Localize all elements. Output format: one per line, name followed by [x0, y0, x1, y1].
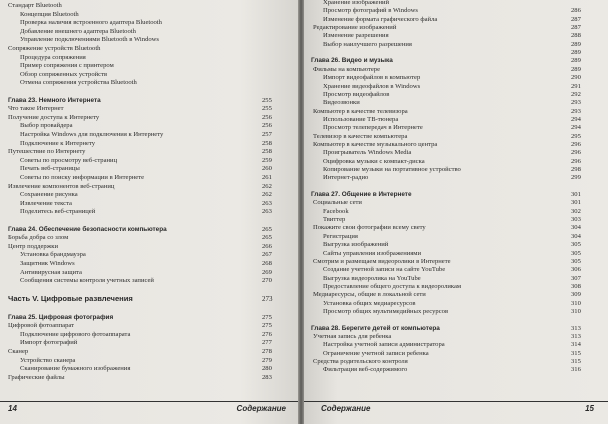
- book-gutter: [298, 0, 304, 424]
- toc-entry-title: Фильтрация веб-содержимого: [323, 366, 408, 374]
- toc-entry-page: 279: [262, 356, 272, 364]
- toc-entry-title: Пример сопряжения с принтером: [20, 62, 114, 70]
- toc-entry-page: 288: [571, 32, 581, 40]
- toc-entry: [8, 234, 274, 242]
- toc-entry-title: Средства родительского контроля: [313, 358, 408, 366]
- toc-entry-page: 306: [571, 266, 581, 274]
- toc-entry: [8, 148, 274, 156]
- toc-entry-page: 296: [571, 140, 581, 148]
- toc-entry-title: Печать веб-страницы: [20, 165, 80, 173]
- toc-entry-page: 289: [571, 57, 581, 65]
- toc-entry-page: 292: [571, 90, 581, 98]
- toc-entry: [323, 341, 583, 349]
- chapter-heading: [8, 314, 274, 322]
- toc-entry-title: Сообщения системы контроля учетных записей: [20, 277, 154, 285]
- toc-entry: [313, 24, 583, 32]
- toc-entry-page: 261: [262, 174, 272, 181]
- toc-entry: [20, 54, 274, 62]
- toc-entry-title: Хранение видеофайлов в Windows: [323, 82, 421, 90]
- toc-entry-title: Проверка наличия встроенного адаптера Bluetooth: [20, 19, 162, 27]
- toc-entry-title: Изменение разрешения: [323, 32, 389, 40]
- toc-entry-title: Извлечение текста: [20, 199, 72, 207]
- toc-entry: [313, 66, 583, 74]
- toc-entry-page: 294: [571, 115, 581, 123]
- toc-entry-page: 310: [571, 307, 581, 315]
- right-running-head: Содержание: [321, 404, 371, 413]
- toc-entry-title: Управление подключениями Bluetooth в Windows: [20, 36, 159, 44]
- toc-entry: [20, 365, 274, 373]
- toc-entry-title: Устройство сканера: [20, 356, 76, 364]
- toc-entry: [311, 316, 583, 324]
- toc-entry-page: 301: [571, 191, 581, 199]
- toc-entry: [20, 131, 274, 139]
- toc-entry: [311, 49, 583, 57]
- toc-entry-page: 255: [262, 96, 272, 104]
- toc-entry: [323, 241, 583, 249]
- toc-entry: [20, 357, 274, 365]
- toc-entry-page: 259: [262, 156, 272, 164]
- chapter-heading: [311, 325, 583, 333]
- toc-entry: [8, 114, 274, 122]
- toc-entry: [20, 19, 274, 27]
- toc-entry: [8, 374, 274, 382]
- toc-entry-page: 304: [571, 232, 581, 240]
- toc-entry-page: 309: [571, 291, 581, 299]
- toc-entry: [323, 16, 583, 24]
- toc-entry-page: 275: [262, 322, 272, 330]
- toc-entry: [323, 366, 583, 374]
- toc-entry: [8, 183, 274, 191]
- toc-entry-title: Сканирование бумажного изображения: [20, 365, 131, 373]
- toc-entry-title: Социальные сети: [313, 199, 362, 207]
- toc-entry-title: Хранение изображений: [323, 0, 390, 6]
- toc-entry-title: Концепция Bluetooth: [20, 10, 79, 18]
- toc-entry: [323, 99, 583, 107]
- toc-entry-title: Выбор наилучшего разрешения: [323, 40, 412, 48]
- toc-entry-page: 258: [262, 139, 272, 147]
- toc-entry-page: 273: [262, 295, 273, 304]
- toc-entry-title: Добавление внешнего адаптера Bluetooth: [20, 27, 136, 35]
- toc-entry-title: Защитник Windows: [20, 260, 75, 267]
- toc-entry-page: 260: [262, 165, 272, 173]
- toc-entry-title: Оцифровка музыки с компакт-диска: [323, 157, 425, 165]
- toc-entry: [323, 7, 583, 15]
- left-footer: [0, 401, 300, 414]
- toc-entry-page: 296: [571, 149, 581, 157]
- toc-entry: [323, 116, 583, 124]
- toc-entry-title: Процедура сопряжения: [20, 53, 86, 61]
- toc-entry-title: Поделитесь веб-страницей: [20, 208, 96, 216]
- chapter-heading: [8, 294, 274, 304]
- toc-entry-title: Сохранение рисунка: [20, 191, 78, 199]
- toc-entry-title: Выбор провайдера: [20, 122, 73, 130]
- toc-entry: [20, 140, 274, 148]
- toc-entry-title: Глава 26. Видео и музыка: [311, 57, 393, 65]
- toc-entry-page: 313: [571, 333, 581, 340]
- toc-entry-page: 313: [571, 324, 581, 332]
- toc-entry-title: Покажите свои фотографии всему свету: [313, 224, 426, 232]
- toc-entry-page: 283: [262, 373, 272, 381]
- toc-entry: [323, 216, 583, 224]
- toc-entry-title: Сканер: [8, 348, 29, 355]
- toc-entry-page: 315: [571, 358, 581, 366]
- toc-entry: [8, 217, 274, 225]
- toc-entry-page: 263: [262, 199, 272, 207]
- toc-entry: [323, 283, 583, 291]
- toc-entry: [20, 200, 274, 208]
- toc-entry-title: Настройка Windows для подключения к Интернету: [20, 131, 164, 138]
- toc-entry: [20, 71, 274, 79]
- left-page: [0, 0, 300, 424]
- right-footer: [301, 401, 608, 414]
- toc-entry-title: Facebook: [323, 207, 349, 215]
- toc-entry: [20, 331, 274, 339]
- toc-entry: [313, 333, 583, 341]
- toc-entry-title: Глава 25. Цифровая фотография: [8, 313, 114, 321]
- toc-entry: [323, 266, 583, 274]
- toc-entry: [323, 350, 583, 358]
- toc-entry-title: Компьютер в качестве музыкального центра: [313, 140, 438, 148]
- left-running-head: Содержание: [236, 404, 286, 413]
- toc-entry-page: 266: [262, 242, 272, 250]
- toc-entry-title: Советы по поиску информации в Интернете: [20, 174, 144, 181]
- toc-entry-title: Подключение к Интернету: [20, 139, 96, 147]
- toc-entry: [20, 251, 274, 259]
- toc-entry-page: 262: [262, 182, 272, 190]
- toc-entry-title: Фильмы на компьютере: [313, 65, 381, 73]
- toc-entry-title: Глава 27. Общение в Интернете: [311, 191, 412, 199]
- toc-entry: [323, 74, 583, 82]
- toc-entry-title: Импорт видеофайлов в компьютер: [323, 74, 421, 82]
- toc-entry-page: 316: [571, 366, 581, 374]
- toc-entry-title: Просмотр телепередач в Интернете: [323, 124, 423, 132]
- toc-entry: [313, 199, 583, 207]
- toc-entry-page: 286: [571, 7, 581, 15]
- toc-entry-title: Получение доступа к Интернету: [8, 113, 100, 121]
- toc-entry-title: Цифровой фотоаппарат: [8, 322, 75, 330]
- toc-entry-page: 265: [262, 225, 272, 233]
- toc-entry-page: 269: [262, 268, 272, 276]
- toc-entry-title: Просмотр видеофайлов: [323, 90, 390, 98]
- toc-entry-page: 257: [262, 131, 272, 138]
- toc-entry-page: 314: [571, 341, 581, 349]
- toc-entry-page: 301: [571, 199, 581, 207]
- toc-entry-page: 307: [571, 274, 581, 282]
- toc-entry-title: Копирование музыки на портативное устройство: [323, 166, 461, 173]
- toc-entry: [20, 174, 274, 182]
- toc-entry-page: 263: [262, 208, 272, 216]
- toc-entry-page: 258: [262, 148, 272, 156]
- toc-entry: [323, 41, 583, 49]
- toc-entry-page: 293: [571, 107, 581, 115]
- toc-entry-page: 303: [571, 216, 581, 224]
- toc-entry-title: Интернет-радио: [323, 174, 369, 182]
- toc-entry-title: Использование ТВ-тюнера: [323, 115, 399, 123]
- toc-entry-page: 290: [571, 74, 581, 82]
- toc-entry: [313, 133, 583, 141]
- chapter-heading: [311, 57, 583, 65]
- toc-entry: [323, 0, 583, 7]
- toc-entry: [8, 2, 274, 10]
- toc-entry-title: Подключение цифрового фотоаппарата: [20, 330, 131, 338]
- toc-entry-title: Сайты управления изображениями: [323, 249, 422, 257]
- toc-entry: [20, 157, 274, 165]
- toc-entry-page: 276: [262, 330, 272, 338]
- toc-entry: [20, 122, 274, 130]
- toc-entry-title: Просмотр фотографий в Windows: [323, 7, 418, 15]
- toc-entry: [323, 166, 583, 174]
- right-page: [301, 0, 608, 424]
- toc-entry-page: 289: [571, 65, 581, 73]
- toc-entry-title: Центр поддержки: [8, 242, 58, 250]
- toc-entry: [20, 277, 274, 285]
- toc-entry-page: 304: [571, 224, 581, 232]
- toc-entry-title: Установка брандмауэра: [20, 251, 86, 259]
- toc-entry: [323, 275, 583, 283]
- toc-entry-page: 293: [571, 99, 581, 107]
- toc-entry: [20, 191, 274, 199]
- toc-entry-title: Предоставление общего доступа к видеороликам: [323, 282, 462, 290]
- toc-entry-title: Проигрыватель Windows Media: [323, 149, 412, 157]
- toc-entry: [8, 348, 274, 356]
- toc-entry-page: 267: [262, 251, 272, 259]
- toc-entry: [323, 83, 583, 91]
- chapter-heading: [311, 191, 583, 199]
- toc-entry-title: Отмена сопряжения устройства Bluetooth: [20, 79, 137, 87]
- toc-entry-title: Учетная запись для ребенка: [313, 333, 392, 340]
- toc-entry-title: Видеозвонки: [323, 99, 360, 107]
- toc-entry-title: Смотрим и размещаем видеоролики в Интернете: [313, 257, 451, 265]
- toc-entry-title: Стандарт Bluetooth: [8, 2, 62, 9]
- toc-entry-page: 262: [262, 191, 272, 199]
- toc-entry: [323, 250, 583, 258]
- toc-entry-page: 291: [571, 82, 581, 90]
- toc-entry-page: 289: [571, 40, 581, 48]
- toc-entry-title: Импорт фотографий: [20, 339, 78, 347]
- toc-entry: [323, 32, 583, 40]
- toc-entry: [20, 269, 274, 277]
- toc-entry-page: 305: [571, 257, 581, 265]
- toc-entry-page: 265: [262, 234, 272, 242]
- toc-entry-title: Редактирование изображений: [313, 24, 397, 32]
- toc-entry-page: 299: [571, 174, 581, 182]
- toc-entry-title: Часть V. Цифровые развлечения: [8, 294, 133, 304]
- toc-entry: [20, 165, 274, 173]
- toc-entry: [313, 358, 583, 366]
- toc-entry-title: Борьба добра со злом: [8, 234, 69, 242]
- toc-entry-title: Регистрация: [323, 232, 358, 240]
- toc-entry-page: 295: [571, 132, 581, 140]
- toc-entry-title: Что такое Интернет: [8, 105, 64, 113]
- toc-entry: [323, 124, 583, 132]
- toc-entry: [8, 243, 274, 251]
- toc-entry-page: 310: [571, 299, 581, 307]
- toc-entry-page: 256: [262, 113, 272, 121]
- toc-entry-title: Путешествие по Интернету: [8, 148, 86, 156]
- toc-entry-title: Настройка учетной записи администратора: [323, 341, 445, 349]
- toc-entry-page: 278: [262, 348, 272, 355]
- toc-entry-title: Сопряжение устройств Bluetooth: [8, 45, 101, 52]
- toc-entry-page: 287: [571, 15, 581, 23]
- toc-entry: [313, 141, 583, 149]
- toc-entry-page: 298: [571, 166, 581, 173]
- toc-entry: [323, 158, 583, 166]
- toc-entry-title: Компьютер в качестве телевизора: [313, 107, 408, 115]
- toc-entry-title: Изменение формата графического файла: [323, 15, 438, 23]
- toc-entry: [8, 322, 274, 330]
- toc-entry-page: 305: [571, 249, 581, 257]
- toc-entry-title: Графические файлы: [8, 373, 65, 381]
- chapter-heading: [8, 97, 274, 105]
- toc-entry-title: Выгрузка видеоролика на YouTube: [323, 274, 421, 282]
- toc-entry-title: Создание учетной записи на сайте YouTube: [323, 266, 446, 274]
- toc-entry: [20, 36, 274, 44]
- toc-entry-title: Телевизор в качестве компьютера: [313, 132, 408, 140]
- toc-entry: [311, 183, 583, 191]
- toc-entry: [8, 45, 274, 53]
- toc-entry-page: 289: [571, 49, 581, 57]
- toc-entry-page: 302: [571, 207, 581, 215]
- toc-entry-title: Ограничение учетной записи ребенка: [323, 349, 429, 357]
- toc-entry: [20, 208, 274, 216]
- toc-entry: [313, 108, 583, 116]
- toc-entry-title: Глава 23. Немного Интернета: [8, 96, 101, 104]
- toc-entry: [323, 300, 583, 308]
- toc-entry: [8, 88, 274, 96]
- toc-entry-page: 256: [262, 122, 272, 130]
- toc-entry: [20, 62, 274, 70]
- toc-entry-title: Выгрузка изображений: [323, 241, 389, 249]
- toc-entry-title: Глава 28. Берегите детей от компьютера: [311, 324, 440, 332]
- toc-entry: [313, 291, 583, 299]
- chapter-heading: [8, 226, 274, 234]
- toc-entry: [323, 91, 583, 99]
- toc-entry: [20, 260, 274, 268]
- toc-entry-page: 255: [262, 105, 272, 113]
- toc-entry-title: Твиттер: [323, 216, 346, 224]
- toc-entry-title: Обзор сопряженных устройств: [20, 70, 108, 78]
- toc-entry-title: Советы по просмотру веб-страниц: [20, 156, 118, 164]
- toc-entry-page: 308: [571, 282, 581, 290]
- toc-entry-title: Глава 24. Обеспечение безопасности компьютера: [8, 225, 167, 233]
- toc-entry-title: Медиаресурсы, общие в локальной сети: [313, 291, 426, 299]
- toc-entry-title: Антивирусная защита: [20, 268, 82, 276]
- toc-entry: [8, 305, 274, 313]
- toc-entry: [323, 208, 583, 216]
- toc-entry: [313, 258, 583, 266]
- toc-entry-page: 277: [262, 339, 272, 347]
- toc-entry: [20, 11, 274, 19]
- toc-entry-page: 270: [262, 277, 272, 285]
- toc-entry-page: 296: [571, 157, 581, 165]
- toc-entry-page: 280: [262, 365, 272, 373]
- toc-entry: [20, 339, 274, 347]
- toc-entry: [8, 286, 274, 294]
- toc-entry: [323, 149, 583, 157]
- toc-entry: [313, 224, 583, 232]
- toc-entry: [8, 105, 274, 113]
- toc-entry-title: Извлечение компонентов веб-страниц: [8, 182, 115, 190]
- toc-entry: [323, 308, 583, 316]
- toc-entry-title: Установка общих медиаресурсов: [323, 299, 416, 307]
- toc-entry-page: 294: [571, 124, 581, 132]
- toc-entry: [20, 79, 274, 87]
- toc-entry-title: Просмотр общих мультимедийных ресурсов: [323, 307, 449, 315]
- right-page-number: 15: [585, 404, 594, 413]
- toc-entry: [20, 28, 274, 36]
- toc-entry: [323, 233, 583, 241]
- toc-entry-page: 315: [571, 349, 581, 357]
- toc-entry-page: 275: [262, 313, 272, 321]
- toc-entry-page: 287: [571, 24, 581, 32]
- toc-entry-page: 268: [262, 260, 272, 267]
- toc-entry: [323, 174, 583, 182]
- toc-entry-page: 305: [571, 241, 581, 249]
- left-page-number: 14: [8, 404, 17, 413]
